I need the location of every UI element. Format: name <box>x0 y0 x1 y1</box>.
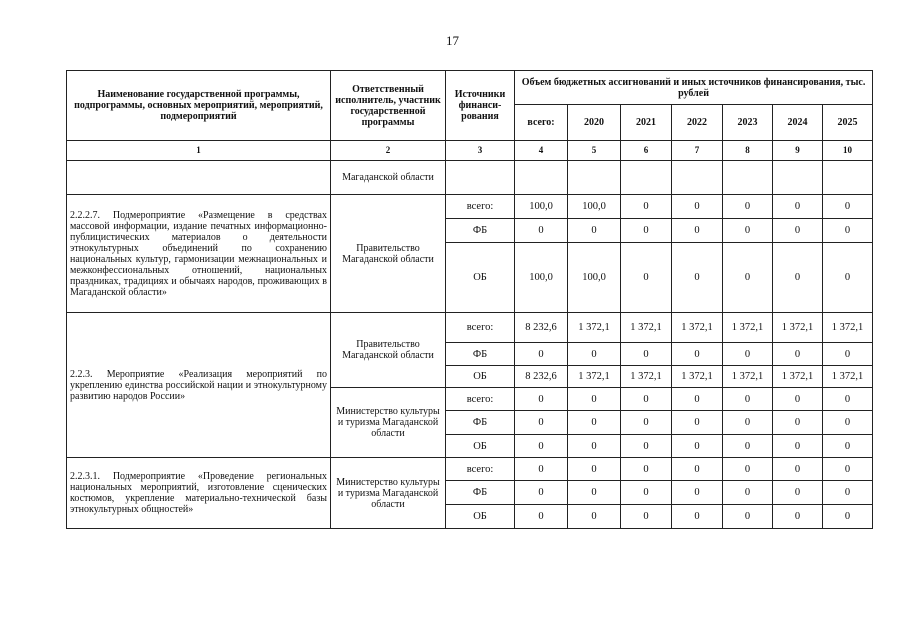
source-cell: ФБ <box>446 343 515 366</box>
table-row <box>67 313 873 343</box>
value-cell: 0 <box>672 435 723 458</box>
value-cell: 0 <box>621 505 672 529</box>
value-cell: 0 <box>823 243 873 313</box>
header-year: 2023 <box>723 105 773 141</box>
value-cell: 1 372,1 <box>568 366 621 388</box>
source-cell: всего: <box>446 458 515 481</box>
value-cell: 0 <box>823 435 873 458</box>
value-cell: 0 <box>773 388 823 411</box>
value-cell: 0 <box>672 388 723 411</box>
table-row <box>67 195 873 219</box>
measure-name: 2.2.2.7. Подмероприятие «Размещение в средствах массовой информации, издание печатных информационно-публицистических материалов о деятельности этнокультурных объединений по сохранению национальных культур, гармонизации межнациональных и межконфессиональных отношений, национальных праздниках, традициях и обычаях народов, проживающих в Магаданской области» <box>67 195 331 313</box>
empty-cell <box>672 161 723 195</box>
header-year: 2025 <box>823 105 873 141</box>
value-cell: 0 <box>515 219 568 243</box>
value-cell: 1 372,1 <box>672 366 723 388</box>
measure-name: 2.2.3. Мероприятие «Реализация мероприятий по укреплению единства российской нации и этнокультурному развитию народов России» <box>67 313 331 458</box>
header-year: 2021 <box>621 105 672 141</box>
source-cell: всего: <box>446 195 515 219</box>
value-cell: 0 <box>621 243 672 313</box>
measure-name: 2.2.3.1. Подмероприятие «Проведение региональных национальных мероприятий, изготовление сценических костюмов, укрепление материально-технической базы этнокультурных общностей» <box>67 458 331 529</box>
executor-cell: Министерство культуры и туризма Магаданской области <box>331 458 446 529</box>
value-cell: 1 372,1 <box>723 313 773 343</box>
header-year: 2020 <box>568 105 621 141</box>
value-cell: 0 <box>621 435 672 458</box>
value-cell: 0 <box>773 243 823 313</box>
executor-cell: Министерство культуры и туризма Магаданской области <box>331 388 446 458</box>
value-cell: 0 <box>723 219 773 243</box>
column-number: 9 <box>773 141 823 161</box>
source-cell: ФБ <box>446 481 515 505</box>
value-cell: 0 <box>515 343 568 366</box>
value-cell: 0 <box>672 505 723 529</box>
value-cell: 0 <box>515 505 568 529</box>
value-cell: 0 <box>672 219 723 243</box>
source-cell: ОБ <box>446 435 515 458</box>
value-cell: 0 <box>568 481 621 505</box>
column-number: 10 <box>823 141 873 161</box>
value-cell: 0 <box>621 388 672 411</box>
header-sources: Источники финанси-рования <box>446 71 515 141</box>
column-number: 6 <box>621 141 672 161</box>
value-cell: 0 <box>723 388 773 411</box>
value-cell: 0 <box>515 481 568 505</box>
value-cell: 0 <box>823 343 873 366</box>
column-number-row <box>67 141 873 161</box>
value-cell: 100,0 <box>515 243 568 313</box>
value-cell: 1 372,1 <box>823 313 873 343</box>
value-cell: 0 <box>672 243 723 313</box>
column-number: 2 <box>331 141 446 161</box>
value-cell: 0 <box>773 458 823 481</box>
value-cell: 0 <box>568 388 621 411</box>
budget-table <box>66 70 873 529</box>
value-cell: 0 <box>823 458 873 481</box>
value-cell: 0 <box>773 195 823 219</box>
value-cell: 0 <box>621 481 672 505</box>
header-year: 2022 <box>672 105 723 141</box>
column-number: 1 <box>67 141 331 161</box>
value-cell: 0 <box>568 505 621 529</box>
value-cell: 0 <box>515 411 568 435</box>
value-cell: 0 <box>621 195 672 219</box>
empty-cell <box>67 161 331 195</box>
value-cell: 100,0 <box>515 195 568 219</box>
value-cell: 0 <box>773 343 823 366</box>
page-number: 17 <box>446 33 459 48</box>
source-cell: всего: <box>446 388 515 411</box>
value-cell: 0 <box>773 411 823 435</box>
table-row <box>67 458 873 481</box>
value-cell: 0 <box>515 435 568 458</box>
value-cell: 0 <box>773 481 823 505</box>
value-cell: 0 <box>723 343 773 366</box>
empty-cell <box>823 161 873 195</box>
value-cell: 0 <box>723 243 773 313</box>
value-cell: 100,0 <box>568 195 621 219</box>
empty-cell <box>723 161 773 195</box>
value-cell: 0 <box>568 435 621 458</box>
value-cell: 0 <box>672 481 723 505</box>
value-cell: 0 <box>672 195 723 219</box>
empty-cell <box>515 161 568 195</box>
source-cell: ОБ <box>446 505 515 529</box>
value-cell: 8 232,6 <box>515 366 568 388</box>
source-cell: ОБ <box>446 366 515 388</box>
value-cell: 0 <box>515 458 568 481</box>
empty-cell <box>446 161 515 195</box>
value-cell: 1 372,1 <box>621 313 672 343</box>
value-cell: 0 <box>823 411 873 435</box>
value-cell: 0 <box>823 505 873 529</box>
source-cell: ФБ <box>446 411 515 435</box>
value-cell: 0 <box>621 411 672 435</box>
value-cell: 0 <box>823 481 873 505</box>
value-cell: 0 <box>568 343 621 366</box>
header-total: всего: <box>515 105 568 141</box>
executor-cell: Магаданской области <box>331 161 446 195</box>
value-cell: 0 <box>568 219 621 243</box>
value-cell: 0 <box>723 458 773 481</box>
value-cell: 8 232,6 <box>515 313 568 343</box>
value-cell: 0 <box>672 343 723 366</box>
value-cell: 0 <box>823 219 873 243</box>
value-cell: 1 372,1 <box>773 366 823 388</box>
value-cell: 1 372,1 <box>621 366 672 388</box>
value-cell: 0 <box>723 505 773 529</box>
source-cell: всего: <box>446 313 515 343</box>
value-cell: 0 <box>672 411 723 435</box>
value-cell: 0 <box>672 458 723 481</box>
value-cell: 0 <box>515 388 568 411</box>
source-cell: ОБ <box>446 243 515 313</box>
value-cell: 0 <box>723 435 773 458</box>
value-cell: 1 372,1 <box>823 366 873 388</box>
value-cell: 0 <box>773 435 823 458</box>
header-year: 2024 <box>773 105 823 141</box>
column-number: 4 <box>515 141 568 161</box>
header-budget: Объем бюджетных ассигнований и иных источников финансирования, тыс. рублей <box>515 71 873 105</box>
value-cell: 0 <box>773 219 823 243</box>
column-number: 3 <box>446 141 515 161</box>
value-cell: 0 <box>568 411 621 435</box>
value-cell: 0 <box>621 343 672 366</box>
executor-cell: Правительство Магаданской области <box>331 195 446 313</box>
value-cell: 1 372,1 <box>773 313 823 343</box>
value-cell: 0 <box>723 195 773 219</box>
value-cell: 100,0 <box>568 243 621 313</box>
header-name: Наименование государственной программы, подпрограммы, основных мероприятий, мероприятий, подмероприятий <box>67 71 331 141</box>
table-row <box>67 161 873 195</box>
value-cell: 0 <box>621 219 672 243</box>
header-executor: Ответственный исполнитель, участник государственной программы <box>331 71 446 141</box>
value-cell: 0 <box>823 195 873 219</box>
executor-cell: Правительство Магаданской области <box>331 313 446 388</box>
column-number: 5 <box>568 141 621 161</box>
column-number: 7 <box>672 141 723 161</box>
value-cell: 1 372,1 <box>723 366 773 388</box>
column-number: 8 <box>723 141 773 161</box>
value-cell: 1 372,1 <box>568 313 621 343</box>
value-cell: 0 <box>621 458 672 481</box>
value-cell: 0 <box>823 388 873 411</box>
value-cell: 0 <box>723 411 773 435</box>
value-cell: 1 372,1 <box>672 313 723 343</box>
value-cell: 0 <box>773 505 823 529</box>
value-cell: 0 <box>568 458 621 481</box>
empty-cell <box>568 161 621 195</box>
value-cell: 0 <box>723 481 773 505</box>
empty-cell <box>621 161 672 195</box>
empty-cell <box>773 161 823 195</box>
source-cell: ФБ <box>446 219 515 243</box>
